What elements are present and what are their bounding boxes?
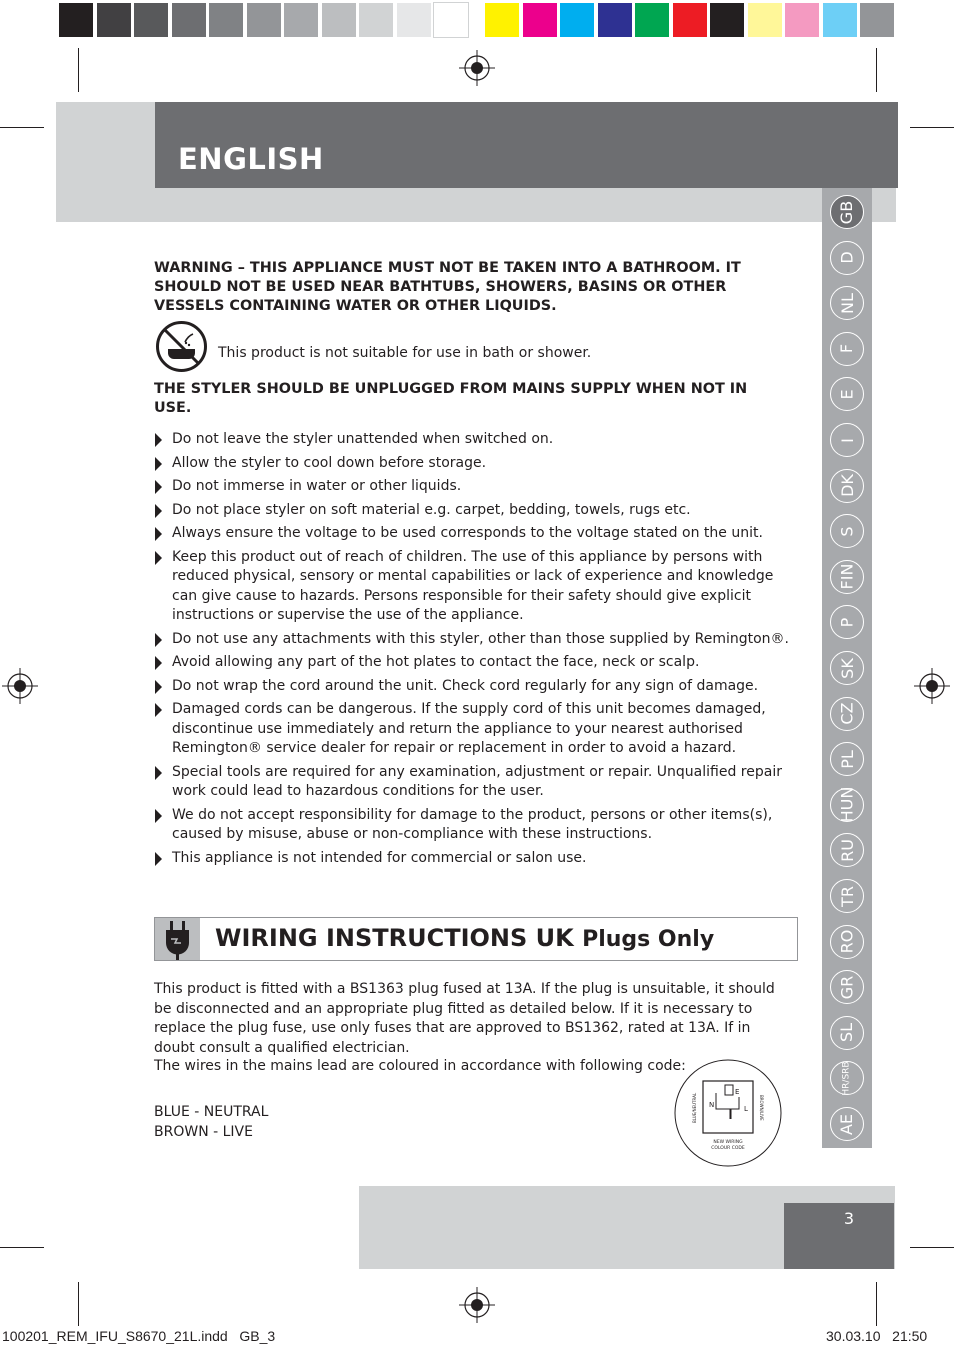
tab-ru[interactable] [830, 833, 864, 867]
tab-label: HUN [837, 786, 857, 823]
tab-ro[interactable] [830, 925, 864, 959]
wiring-header [154, 917, 798, 961]
diagram-n-label: N [709, 1101, 715, 1109]
diagram-brown-label: BROWN/LIVE [759, 1095, 764, 1121]
color-swatch [134, 3, 168, 37]
list-item: Avoid allowing any part of the hot plates to contact the face, neck or scalp. [154, 653, 794, 673]
color-swatch [560, 3, 594, 37]
crop-mark [876, 1282, 877, 1326]
tab-label: NL [837, 292, 857, 314]
list-item: Do not use any attachments with this styler, other than those supplied by Remington®. [154, 630, 794, 650]
warning-heading: WARNING – THIS APPLIANCE MUST NOT BE TAKEN INTO A BATHROOM. IT SHOULD NOT BE USED NEAR BATHTUBS, SHOWERS, BASINS OR OTHER VESSELS CONTAINING WATER OR OTHER LIQUIDS. [154, 260, 741, 314]
registration-mark-icon [459, 50, 495, 86]
crop-mark [78, 1282, 79, 1326]
tab-gr[interactable] [830, 970, 864, 1004]
diagram-blue-label: BLUE/NEUTRAL [692, 1092, 697, 1123]
tab-label: I [837, 437, 857, 443]
color-swatch [322, 3, 356, 37]
list-item: Do not place styler on soft material e.g. carpet, bedding, towels, rugs etc. [154, 501, 794, 521]
color-swatch [748, 3, 782, 37]
list-item: We do not accept responsibility for damage to the product, persons or other items(s), caused by misuse, abuse or non-compliance with these instructions. [154, 806, 794, 845]
list-item: Always ensure the voltage to be used corresponds to the voltage stated on the unit. [154, 524, 794, 544]
list-item: Do not leave the styler unattended when switched on. [154, 430, 794, 450]
tab-i[interactable] [830, 423, 864, 457]
crop-mark [78, 48, 79, 92]
registration-mark-icon [2, 668, 38, 704]
color-swatch [785, 3, 819, 37]
tab-cz[interactable] [830, 697, 864, 731]
page-title: ENGLISH [178, 142, 324, 176]
list-item: Keep this product out of reach of children. The use of this appliance by persons with reduced physical, sensory or mental capabilities or lack of experience and knowledge can give cause to hazards. Persons responsible for their safety should give explicit instructions or supervise the use of the appliance. [154, 548, 794, 626]
color-swatch [673, 3, 707, 37]
diagram-caption-1: NEW WIRING [713, 1140, 743, 1145]
bath-notice: This product is not suitable for use in bath or shower. [218, 345, 592, 361]
language-tabs [822, 188, 872, 1148]
plug-icon-box [155, 918, 200, 960]
tab-label: CZ [837, 702, 857, 725]
tab-p[interactable] [830, 605, 864, 639]
wires-intro: The wires in the mains lead are coloured in accordance with following code: [154, 1058, 686, 1074]
tab-gb[interactable] [830, 195, 864, 229]
color-swatch [434, 3, 468, 37]
unplug-heading: THE STYLER SHOULD BE UNPLUGGED FROM MAINS SUPPLY WHEN NOT IN USE. [154, 381, 748, 416]
tab-d[interactable] [830, 241, 864, 275]
safety-list [154, 430, 794, 872]
wire-code-blue: BLUE - NEUTRAL [154, 1104, 269, 1120]
tab-tr[interactable] [830, 879, 864, 913]
wiring-title [215, 924, 714, 952]
plug-icon [155, 918, 200, 960]
tab-hun[interactable] [830, 788, 864, 822]
color-swatch [485, 3, 519, 37]
tab-label: SL [837, 1023, 857, 1043]
crop-mark [910, 127, 954, 128]
color-swatch [359, 3, 393, 37]
list-item: Do not wrap the cord around the unit. Check cord regularly for any sign of damage. [154, 677, 794, 697]
tab-sk[interactable] [830, 651, 864, 685]
tab-label: S [837, 526, 857, 537]
tab-pl[interactable] [830, 742, 864, 776]
crop-mark [0, 1247, 44, 1248]
wiring-paragraph: This product is fitted with a BS1363 plug fused at 13A. If the plug is unsuitable, it should be disconnected and an appropriate plug fitted as detailed below. If it is necessary to replace the plug fuse, use only fuses that are approved to BS1362, rated at 13A. If in doubt consult a qualified electrician. [154, 981, 775, 1056]
list-item: Allow the styler to cool down before storage. [154, 454, 794, 474]
list-item: This appliance is not intended for commercial or salon use. [154, 849, 794, 869]
registration-mark-icon [459, 1287, 495, 1323]
no-bath-icon [155, 320, 208, 373]
tab-f[interactable] [830, 332, 864, 366]
crop-mark [910, 1247, 954, 1248]
tab-label: E [837, 389, 857, 400]
color-swatch [523, 3, 557, 37]
color-swatch [284, 3, 318, 37]
tab-hr-srb[interactable] [830, 1061, 864, 1095]
wiring-title-suffix: Plugs Only [582, 927, 715, 952]
wiring-title-main: WIRING INSTRUCTIONS UK [215, 924, 574, 952]
tab-label: DK [837, 474, 857, 497]
crop-mark [876, 48, 877, 92]
tab-label: GB [837, 200, 857, 224]
tab-label: SK [837, 657, 857, 679]
tab-e[interactable] [830, 377, 864, 411]
plug-wiring-diagram [672, 1057, 784, 1169]
tab-label: PL [837, 749, 857, 769]
list-item: Special tools are required for any examination, adjustment or repair. Unqualified repair work could lead to hazardous conditions for the user. [154, 763, 794, 802]
color-swatch [397, 3, 431, 37]
tab-fin[interactable] [830, 560, 864, 594]
tab-label: TR [837, 885, 857, 907]
registration-mark-icon [914, 668, 950, 704]
color-swatch [710, 3, 744, 37]
page-number: 3 [843, 1209, 854, 1228]
list-item: Do not immerse in water or other liquids. [154, 477, 794, 497]
tab-label: P [837, 617, 857, 628]
tab-label: GR [837, 975, 857, 999]
diagram-e-label: E [735, 1088, 740, 1096]
color-swatch [59, 3, 93, 37]
footer-date: 30.03.10 21:50 [826, 1328, 928, 1344]
color-swatch [247, 3, 281, 37]
color-swatch [635, 3, 669, 37]
color-swatch [823, 3, 857, 37]
tab-label: F [837, 344, 857, 354]
diagram-l-label: L [744, 1105, 748, 1113]
color-swatch [172, 3, 206, 37]
tab-label: D [837, 251, 857, 264]
tab-label: HR/SRB [841, 1061, 852, 1096]
tab-label: FIN [837, 563, 857, 590]
tab-nl[interactable] [830, 286, 864, 320]
color-swatch [209, 3, 243, 37]
tab-dk[interactable] [830, 469, 864, 503]
page-number-box [784, 1203, 894, 1269]
tab-label: AE [837, 1113, 857, 1135]
tab-label: RO [837, 929, 857, 954]
tab-s[interactable] [830, 514, 864, 548]
color-swatch [97, 3, 131, 37]
color-swatch [598, 3, 632, 37]
color-swatch [860, 3, 894, 37]
tab-ae[interactable] [830, 1107, 864, 1141]
list-item: Damaged cords can be dangerous. If the supply cord of this unit becomes damaged, discontinue use immediately and return the appliance to your nearest authorised Remington® service dealer for repair or replacement in order to avoid a hazard. [154, 700, 794, 759]
diagram-caption-2: COLOUR CODE [711, 1146, 745, 1151]
crop-mark [0, 127, 44, 128]
tab-sl[interactable] [830, 1016, 864, 1050]
footer-file-info: 100201_REM_IFU_S8670_21L.indd GB_3 [2, 1328, 276, 1344]
tab-label: RU [837, 838, 857, 862]
wire-code-brown: BROWN - LIVE [154, 1124, 253, 1140]
